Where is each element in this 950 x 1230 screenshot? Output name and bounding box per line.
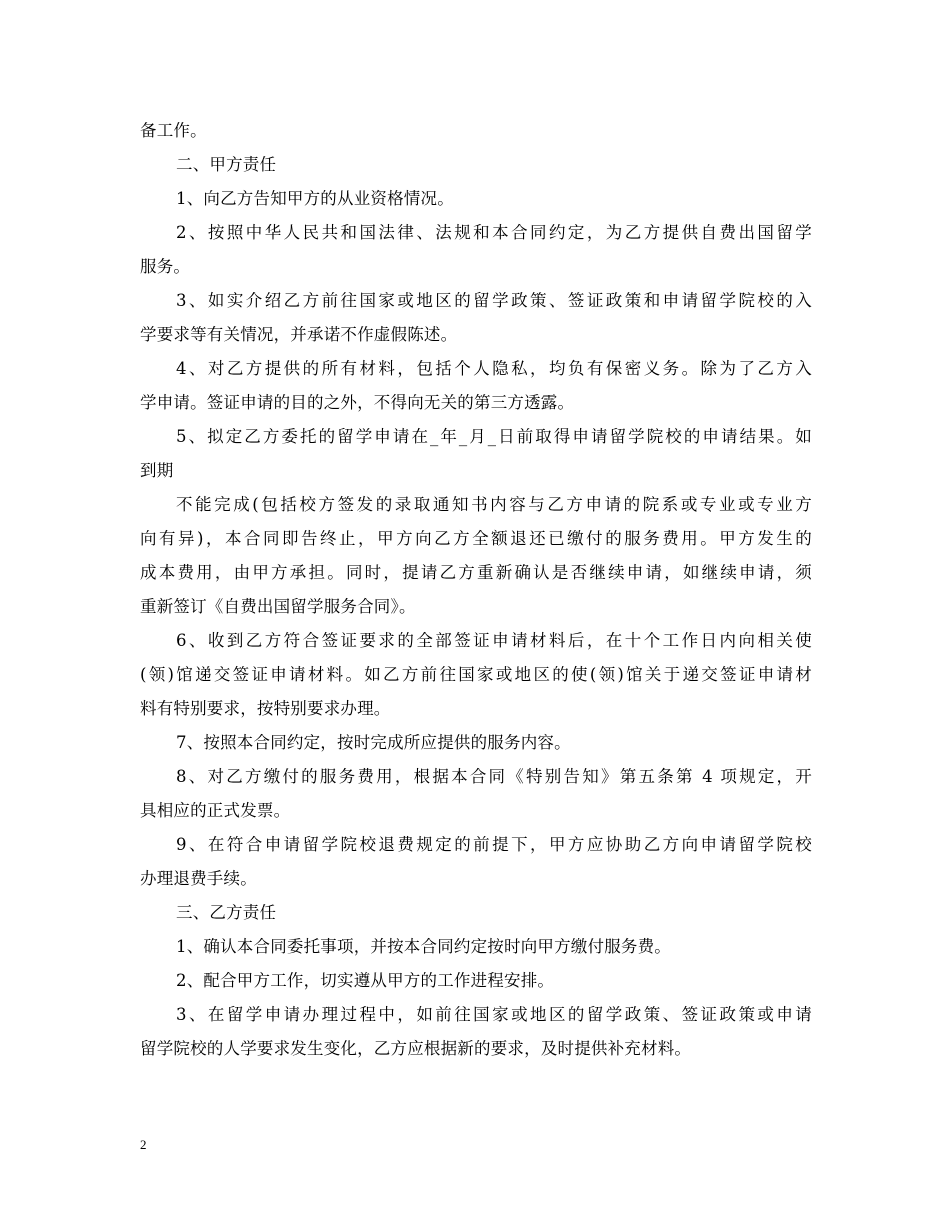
- text-line: 成本费用，由甲方承担。同时，提请乙方重新确认是否继续申请，如继续申请，须: [140, 563, 812, 582]
- text-line: 到期: [140, 461, 174, 480]
- page-number: 2: [140, 1137, 147, 1152]
- document-body: [140, 114, 812, 1066]
- text-line: 服务。: [140, 257, 191, 276]
- text-line: 8、对乙方缴付的服务费用，根据本合同《特别告知》第五条第 4 项规定，开: [176, 767, 812, 786]
- text-line: 3、如实介绍乙方前往国家或地区的留学政策、签证政策和申请留学院校的入: [176, 291, 812, 310]
- text-line: 1、向乙方告知甲方的从业资格情况。: [176, 189, 454, 208]
- text-line: 不能完成(包括校方签发的录取通知书内容与乙方申请的院系或专业或专业方: [176, 495, 812, 514]
- text-line: (领)馆递交签证申请材料。如乙方前往国家或地区的使(领)馆关于递交签证申请材: [140, 665, 812, 684]
- text-line: 3、在留学申请办理过程中，如前往国家或地区的留学政策、签证政策或申请: [176, 1005, 812, 1024]
- text-line: 料有特别要求，按特别要求办理。: [140, 699, 391, 718]
- text-line: 5、拟定乙方委托的留学申请在_年_月_日前取得申请留学院校的申请结果。如: [176, 427, 812, 446]
- text-line: 向有异)，本合同即告终止，甲方向乙方全额退还已缴付的服务费用。甲方发生的: [140, 529, 812, 548]
- text-line: 具相应的正式发票。: [140, 801, 291, 820]
- text-line: 6、收到乙方符合签证要求的全部签证申请材料后，在十个工作日内向相关使: [176, 631, 812, 650]
- text-line: 学申请。签证申请的目的之外，不得向无关的第三方透露。: [140, 393, 575, 412]
- text-line: 留学院校的人学要求发生变化，乙方应根据新的要求，及时提供补充材料。: [140, 1039, 692, 1058]
- text-line: 办理退费手续。: [140, 869, 257, 888]
- text-line: 4、对乙方提供的所有材料，包括个人隐私，均负有保密义务。除为了乙方入: [176, 359, 812, 378]
- text-line: 1、确认本合同委托事项，并按本合同约定按时向甲方缴付服务费。: [176, 937, 671, 956]
- text-line: 2、按照中华人民共和国法律、法规和本合同约定，为乙方提供自费出国留学: [176, 223, 812, 242]
- text-line: 2、配合甲方工作，切实遵从甲方的工作进程安排。: [176, 971, 555, 990]
- text-line: 二、甲方责任: [176, 155, 277, 174]
- text-line: 7、按照本合同约定，按时完成所应提供的服务内容。: [176, 733, 571, 752]
- text-line: 备工作。: [140, 121, 207, 140]
- text-line: 学要求等有关情况，并承诺不作虚假陈述。: [140, 325, 458, 344]
- text-line: 三、乙方责任: [176, 903, 277, 922]
- text-line: 9、在符合申请留学院校退费规定的前提下，甲方应协助乙方向申请留学院校: [176, 835, 812, 854]
- text-line: 重新签订《自费出国留学服务合同》。: [140, 597, 416, 616]
